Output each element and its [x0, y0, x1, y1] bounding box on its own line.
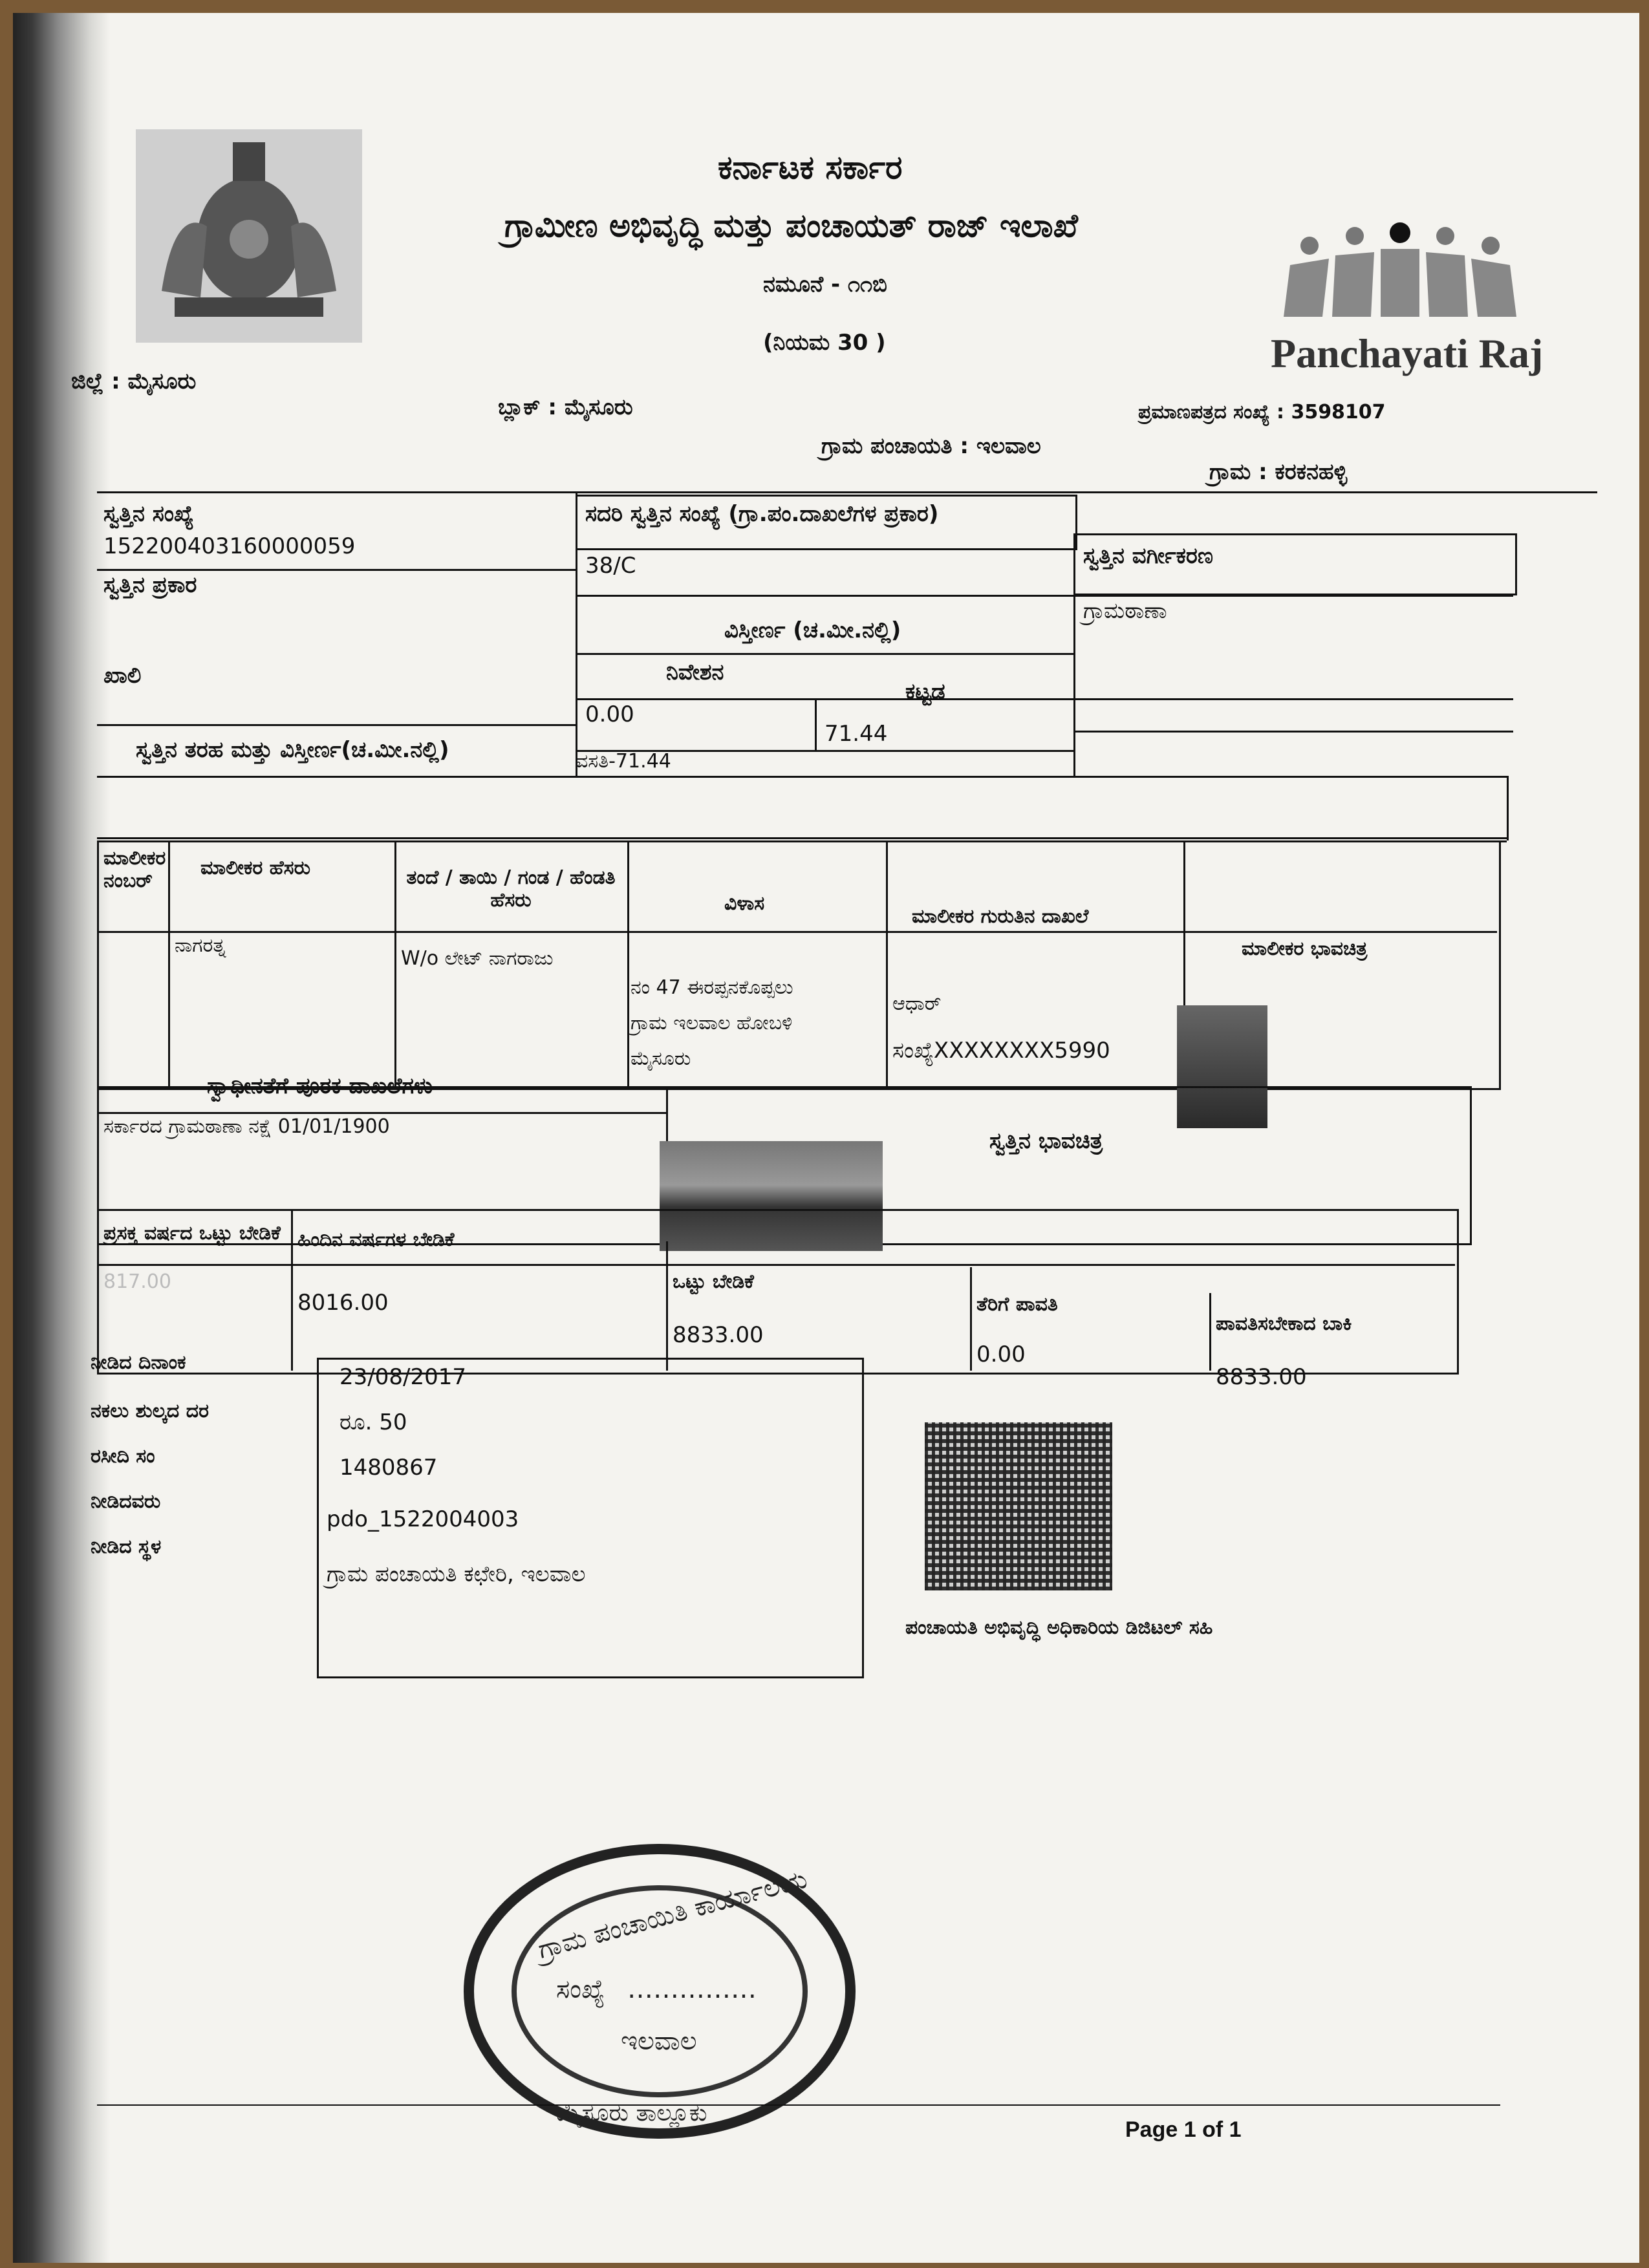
address-line-1: ನಂ 47 ಈರಪ್ಪನಕೊಪ್ಪಲು — [630, 976, 793, 999]
documents-entry: ಸರ್ಕಾರದ ಗ್ರಾಮಠಾಣಾ ನಕ್ಷೆ 01/01/1900 — [103, 1115, 390, 1138]
property-id-value: 152200403160000059 — [103, 533, 356, 559]
certificate-number: ಪ್ರಮಾಣಪತ್ರದ ಸಂಖ್ಯೆ : 3598107 — [1138, 401, 1386, 423]
col-owner-photo: ಮಾಲೀಕರ ಭಾವಚಿತ್ರ — [1242, 937, 1368, 960]
col-relation-name: ತಂದೆ / ತಾಯಿ / ಗಂಡ / ಹೆಂಡತಿ ಹೆಸರು — [406, 866, 616, 912]
property-id-label: ಸ್ವತ್ತಿನ ಸಂಖ್ಯೆ — [103, 501, 194, 527]
col-owner-id: ಮಾಲೀಕರ ಗುರುತಿನ ದಾಖಲೆ — [912, 905, 1089, 928]
col-previous-demand: ಹಿಂದಿನ ವರ್ಷಗಳ ಬೇಡಿಕೆ — [297, 1228, 455, 1251]
sadari-value: 38/C — [585, 553, 636, 579]
issue-date-value: 23/08/2017 — [339, 1364, 466, 1390]
document-page — [13, 13, 1639, 2263]
office-stamp — [459, 1836, 860, 2146]
col-owner-number: ಮಾಲೀಕರ ನಂಬರ್ — [103, 847, 166, 892]
village-field: ಗ್ರಾಮ : ಕರಕನಹಳ್ಳಿ — [1209, 459, 1348, 485]
form-number: ನಮೂನೆ - ೧೧ಬಿ — [763, 272, 887, 297]
usage-label: ಸ್ವತ್ತಿನ ತರಹ ಮತ್ತು ವಿಸ್ತೀರ್ಣ(ಚ.ಮೀ.ನಲ್ಲಿ) — [136, 737, 449, 763]
digital-signature-label: ಪಂಚಾಯತಿ ಅಭಿವೃದ್ಧಿ ಅಧಿಕಾರಿಯ ಡಿಜಿಟಲ್ ಸಹಿ — [905, 1616, 1213, 1639]
panchayati-raj-logo-icon — [1271, 220, 1529, 330]
previous-demand-value: 8016.00 — [297, 1290, 389, 1316]
book-spine-shadow — [13, 13, 110, 2263]
owner-id-number: ಸಂಖ್ಯೆXXXXXXXX5990 — [892, 1038, 1110, 1064]
issuer-value: pdo_1522004003 — [327, 1506, 519, 1532]
area-label: ವಿಸ್ತೀರ್ಣ (ಚ.ಮೀ.ನಲ್ಲಿ) — [724, 617, 901, 643]
address-line-3: ಮೈಸೂರು — [630, 1047, 691, 1070]
site-value: 0.00 — [585, 701, 634, 727]
svg-text:……………: …………… — [627, 1974, 757, 2004]
col-address: ವಿಳಾಸ — [724, 892, 765, 915]
balance-due-value: 8833.00 — [1216, 1364, 1307, 1390]
col-current-demand: ಪ್ರಸಕ್ತ ವರ್ಷದ ಒಟ್ಟು ಬೇಡಿಕೆ — [103, 1222, 281, 1245]
classification-label: ಸ್ವತ್ತಿನ ವರ್ಗೀಕರಣ — [1083, 543, 1214, 569]
karnataka-emblem-icon — [136, 129, 362, 343]
property-type-label: ಸ್ವತ್ತಿನ ಪ್ರಕಾರ — [103, 572, 197, 598]
stamp-line-4: ಮೈಸೂರು ತಾಲ್ಲೂಕು — [556, 2100, 707, 2126]
gram-panchayat-field: ಗ್ರಾಮ ಪಂಚಾಯತಿ : ಇಲವಾಲ — [821, 433, 1041, 459]
issue-place-value: ಗ್ರಾಮ ಪಂಚಾಯತಿ ಕಛೇರಿ, ಇಲವಾಲ — [327, 1561, 586, 1587]
page-title: ಕರ್ನಾಟಕ ಸರ್ಕಾರ — [718, 149, 903, 186]
usage-value: ವಸತಿ-71.44 — [576, 750, 671, 773]
building-label: ಕಟ್ಟಡ — [905, 679, 945, 705]
fee-value: ರೂ. 50 — [339, 1409, 407, 1435]
qr-code-icon — [925, 1422, 1112, 1590]
stamp-line-1: ಗ್ರಾಮ ಪಂಚಾಯಿತಿ ಕಾರ್ಯಾಲಯ — [535, 1864, 810, 1965]
receipt-value: 1480867 — [339, 1455, 438, 1481]
footer-rule — [97, 2104, 1500, 2106]
total-demand-value: 8833.00 — [673, 1322, 764, 1348]
owner-name: ನಾಗರತ್ನ — [175, 934, 226, 957]
vacant-label: ಖಾಲಿ — [103, 663, 142, 689]
block-field: ಬ್ಲಾಕ್ : ಮೈಸೂರು — [498, 394, 633, 420]
site-label: ನಿವೇಶನ — [666, 659, 724, 685]
receipt-label: ರಸೀದಿ ಸಂ — [91, 1445, 155, 1468]
col-owner-name: ಮಾಲೀಕರ ಹೆಸರು — [200, 857, 311, 879]
address-line-2: ಗ್ರಾಮ ಇಲವಾಲ ಹೋಬಳಿ — [630, 1012, 793, 1034]
tax-paid-value: 0.00 — [976, 1342, 1026, 1367]
col-total-demand: ಒಟ್ಟು ಬೇಡಿಕೆ — [673, 1270, 754, 1293]
fee-label: ನಕಲು ಶುಲ್ಕದ ದರ — [91, 1400, 209, 1422]
issuer-label: ನೀಡಿದವರು — [91, 1490, 161, 1513]
stamp-line-3: ಇಲವಾಲ — [621, 2026, 697, 2056]
issue-date-label: ನೀಡಿದ ದಿನಾಂಕ — [91, 1351, 186, 1374]
col-tax-paid: ತೆರಿಗೆ ಪಾವತಿ — [976, 1293, 1058, 1316]
property-photo-label: ಸ್ವತ್ತಿನ ಭಾವಚಿತ್ರ — [989, 1128, 1103, 1154]
documents-label: ಸ್ವಾಧೀನತೆಗೆ ಪೂರಕ ದಾಖಲೆಗಳು — [207, 1073, 433, 1099]
stamp-line-2: ಸಂಖ್ಯೆ — [556, 1974, 605, 2004]
relation-name: W/o ಲೇಟ್ ನಾಗರಾಜು — [401, 947, 554, 970]
rule-number: (ನಿಯಮ 30 ) — [763, 330, 886, 356]
building-value: 71.44 — [824, 721, 888, 747]
issue-place-label: ನೀಡಿದ ಸ್ಥಳ — [91, 1535, 162, 1558]
district-field: ಜಿಲ್ಲೆ : ಮೈಸೂರು — [71, 369, 197, 394]
classification-value: ಗ್ರಾಮಠಾಣಾ — [1083, 598, 1167, 624]
owner-id-type: ಆಧಾರ್ — [892, 992, 942, 1015]
department-name: ಗ್ರಾಮೀಣ ಅಭಿವೃದ್ಧಿ ಮತ್ತು ಪಂಚಾಯತ್ ರಾಜ್ ಇಲಾಖೆ — [504, 207, 1078, 244]
sadari-label: ಸದರಿ ಸ್ವತ್ತಿನ ಸಂಖ್ಯೆ (ಗ್ರಾ.ಪಂ.ದಾಖಲೆಗಳ ಪ್ರಕಾರ) — [585, 501, 939, 527]
brand-name: Panchayati Raj — [1271, 330, 1544, 376]
page-number: Page 1 of 1 — [1125, 2117, 1242, 2142]
col-balance-due: ಪಾವತಿಸಬೇಕಾದ ಬಾಕಿ — [1216, 1312, 1352, 1335]
table-top-border — [97, 491, 1597, 493]
current-demand-value: 817.00 — [103, 1270, 171, 1293]
